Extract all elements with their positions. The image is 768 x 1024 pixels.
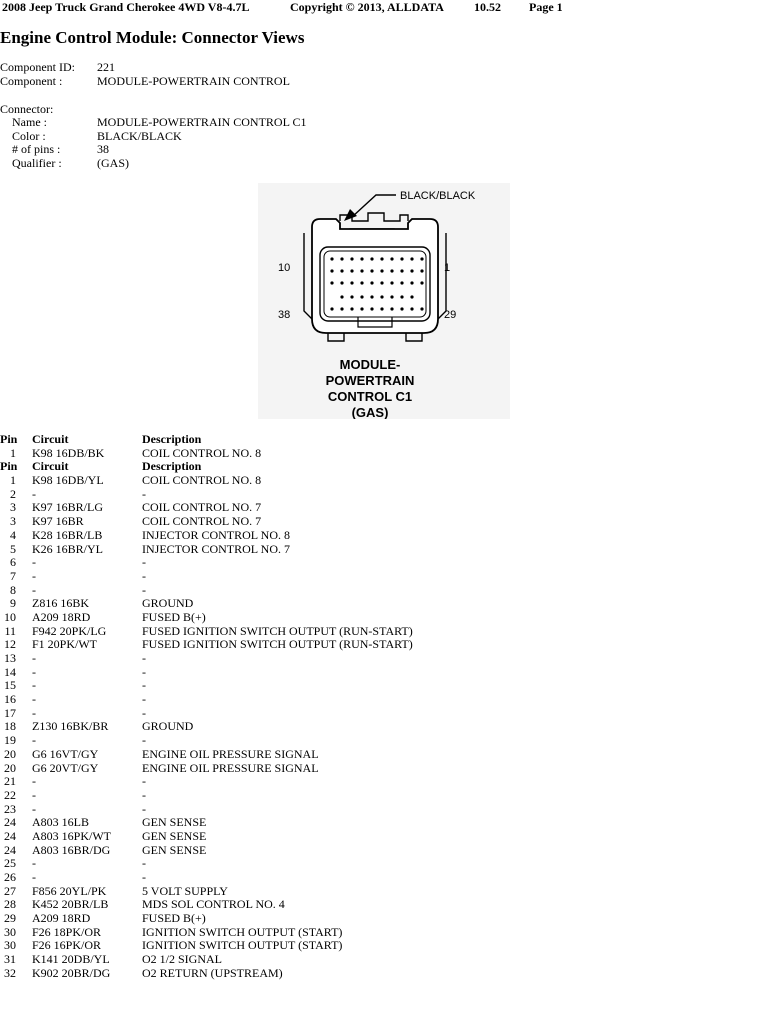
caption-line-4: (GAS)	[351, 405, 389, 419]
connector-name-value: MODULE-POWERTRAIN CONTROL C1	[97, 115, 307, 129]
pin-cell: 15	[4, 678, 16, 693]
description-cell: O2 RETURN (UPSTREAM)	[142, 965, 283, 980]
pin-dot	[350, 257, 353, 260]
description-cell: FUSED B(+)	[142, 609, 206, 624]
description-cell: -	[142, 801, 146, 816]
circuit-cell: Z130 16BK/BR	[32, 719, 109, 734]
pin-cell: 1	[10, 473, 16, 488]
pin-cell: 14	[4, 664, 16, 679]
pin-dot	[390, 269, 393, 272]
pin-cell: 8	[10, 582, 16, 597]
pin-dot	[410, 269, 413, 272]
pin-cell: 30	[4, 938, 16, 953]
connector-qualifier-value: (GAS)	[97, 156, 129, 170]
left-flange	[304, 233, 312, 319]
table-row	[0, 638, 768, 652]
circuit-cell: -	[32, 774, 36, 789]
description-cell: -	[142, 787, 146, 802]
pin-dot	[380, 295, 383, 298]
description-cell: -	[142, 486, 146, 501]
table-header-row	[0, 460, 768, 474]
description-cell: -	[142, 705, 146, 720]
pin-dot	[380, 269, 383, 272]
pin-cell: 20	[4, 760, 16, 775]
circuit-cell: K26 16BR/YL	[32, 541, 104, 556]
description-cell: IGNITION SWITCH OUTPUT (START)	[142, 924, 343, 939]
circuit-cell: F942 20PK/LG	[32, 623, 107, 638]
pin-cell: 4	[10, 527, 16, 542]
pin-cell: 7	[10, 568, 16, 583]
pin-cell: 17	[4, 705, 16, 720]
pin-cell: 3	[10, 500, 16, 515]
circuit-cell: Circuit	[32, 459, 69, 474]
pin-cell: 13	[4, 651, 16, 665]
pin-dot	[340, 257, 343, 260]
description-cell: COIL CONTROL NO. 8	[142, 473, 262, 488]
description-cell: GEN SENSE	[142, 842, 207, 857]
table-row	[0, 447, 768, 461]
circuit-cell: Circuit	[32, 432, 69, 446]
pin-dot	[350, 269, 353, 272]
pin-cell: 24	[4, 842, 16, 857]
pin-cell: 1	[10, 445, 16, 460]
caption-line-3: CONTROL C1	[327, 389, 413, 404]
pin-dot	[400, 281, 403, 284]
pin-dot	[400, 307, 403, 310]
component-id-value: 221	[97, 60, 115, 74]
table-row	[0, 844, 768, 858]
description-cell: -	[142, 582, 146, 597]
table-row	[0, 556, 768, 570]
pin-table	[0, 433, 768, 981]
connector-qualifier-label: Qualifier :	[12, 156, 62, 170]
circuit-cell: A209 18RD	[32, 609, 91, 624]
page-header	[0, 0, 768, 16]
pin-dot	[340, 281, 343, 284]
pin-dot	[330, 281, 333, 284]
description-cell: INJECTOR CONTROL NO. 8	[142, 527, 291, 542]
component-id-row	[0, 60, 400, 74]
pin-dot	[350, 307, 353, 310]
table-row	[0, 789, 768, 803]
circuit-cell: G6 20VT/GY	[32, 760, 99, 775]
circuit-cell: -	[32, 678, 36, 693]
table-row	[0, 775, 768, 789]
circuit-cell: A803 16PK/WT	[32, 828, 111, 843]
description-cell: -	[142, 651, 146, 665]
connector-name-row	[12, 115, 412, 129]
description-cell: -	[142, 678, 146, 693]
page-title: Engine Control Module: Connector Views	[0, 28, 305, 47]
circuit-cell: A209 18RD	[32, 911, 91, 926]
description-cell: -	[142, 568, 146, 583]
circuit-cell: K902 20BR/DG	[32, 965, 111, 980]
table-row	[0, 803, 768, 817]
pin-label-bottom-right: 29	[444, 309, 457, 321]
table-row	[0, 748, 768, 762]
pin-dot	[410, 295, 413, 298]
pin-cell: 2	[10, 486, 16, 501]
circuit-cell: -	[32, 692, 36, 707]
pin-cell: 16	[4, 692, 16, 707]
pin-dot	[370, 257, 373, 260]
pin-dot	[350, 295, 353, 298]
circuit-cell: G6 16VT/GY	[32, 746, 99, 761]
pin-dot	[390, 307, 393, 310]
table-row	[0, 720, 768, 734]
table-row	[0, 597, 768, 611]
pin-dot	[360, 281, 363, 284]
description-cell: FUSED IGNITION SWITCH OUTPUT (RUN-START)	[142, 637, 413, 652]
pin-cell: Pin	[0, 459, 18, 474]
circuit-cell: K98 16DB/YL	[32, 473, 104, 488]
pin-dot	[420, 281, 423, 284]
pin-cell: 27	[4, 883, 16, 898]
table-row	[0, 953, 768, 967]
table-row	[0, 488, 768, 502]
circuit-cell: K28 16BR/LB	[32, 527, 103, 542]
table-row	[0, 501, 768, 515]
table-row	[0, 857, 768, 871]
pin-cell: 18	[4, 719, 16, 734]
connector-pins-label: # of pins :	[12, 142, 61, 156]
table-row	[0, 652, 768, 666]
description-cell: GEN SENSE	[142, 815, 207, 830]
connector-pins-row	[12, 142, 412, 156]
connector-name-label: Name :	[12, 115, 47, 129]
bottom-tab-right	[406, 333, 422, 341]
pin-dot	[420, 269, 423, 272]
table-row	[0, 707, 768, 721]
pin-dot	[370, 307, 373, 310]
description-cell: IGNITION SWITCH OUTPUT (START)	[142, 938, 343, 953]
pin-cell: 19	[4, 733, 16, 748]
pin-cell: 29	[4, 911, 16, 926]
component-id-label: Component ID:	[0, 60, 75, 74]
description-cell: MDS SOL CONTROL NO. 4	[142, 897, 285, 912]
pin-dot	[360, 295, 363, 298]
table-row	[0, 898, 768, 912]
pin-dot	[340, 295, 343, 298]
pin-label-bottom-left: 38	[278, 309, 291, 321]
description-cell: -	[142, 692, 146, 707]
pin-label-top-left: 10	[278, 262, 291, 274]
circuit-cell: K98 16DB/BK	[32, 445, 105, 460]
table-row	[0, 666, 768, 680]
circuit-cell: -	[32, 664, 36, 679]
component-name-value: MODULE-POWERTRAIN CONTROL	[97, 74, 290, 88]
component-name-row	[0, 74, 400, 88]
pin-cell: 3	[10, 514, 16, 529]
circuit-cell: -	[32, 705, 36, 720]
pin-dot	[410, 307, 413, 310]
description-cell: GEN SENSE	[142, 828, 207, 843]
pin-dot	[390, 257, 393, 260]
table-row	[0, 939, 768, 953]
circuit-cell: -	[32, 733, 36, 748]
pin-dot	[380, 257, 383, 260]
description-cell: -	[142, 774, 146, 789]
pin-dot	[400, 295, 403, 298]
description-cell: GROUND	[142, 596, 194, 611]
circuit-cell: -	[32, 787, 36, 802]
pin-cell: 10	[4, 609, 16, 624]
circuit-cell: -	[32, 582, 36, 597]
pin-dot	[330, 257, 333, 260]
description-cell: 5 VOLT SUPPLY	[142, 883, 228, 898]
bottom-tab-left	[328, 333, 344, 341]
pin-dot	[410, 281, 413, 284]
description-cell: ENGINE OIL PRESSURE SIGNAL	[142, 746, 319, 761]
table-row	[0, 570, 768, 584]
circuit-cell: -	[32, 555, 36, 570]
table-row	[0, 515, 768, 529]
description-cell: -	[142, 870, 146, 884]
description-cell: COIL CONTROL NO. 8	[142, 445, 262, 460]
table-row	[0, 830, 768, 844]
pin-dot	[360, 257, 363, 260]
connector-pins-value: 38	[97, 142, 109, 156]
table-row	[0, 926, 768, 940]
description-cell: -	[142, 664, 146, 679]
connector-color-value: BLACK/BLACK	[97, 129, 182, 143]
caption-line-1: MODULE-	[339, 357, 401, 372]
circuit-cell: F1 20PK/WT	[32, 637, 98, 652]
table-row	[0, 529, 768, 543]
circuit-cell: Z816 16BK	[32, 596, 89, 611]
table-row	[0, 734, 768, 748]
circuit-cell: F26 18PK/OR	[32, 924, 102, 939]
pin-cell: 6	[10, 555, 16, 570]
pin-cell: 20	[4, 746, 16, 761]
pin-cell: 12	[4, 637, 16, 652]
connector-drawing	[258, 183, 510, 419]
pin-dot	[340, 269, 343, 272]
pin-dot	[400, 257, 403, 260]
table-row	[0, 679, 768, 693]
circuit-cell: F856 20YL/PK	[32, 883, 107, 898]
circuit-cell: K141 20DB/YL	[32, 952, 110, 967]
copyright: Copyright © 2013, ALLDATA	[290, 0, 444, 14]
connector-housing	[312, 219, 438, 333]
pin-cell: 22	[4, 787, 16, 802]
pin-cell: 5	[10, 541, 16, 556]
table-row	[0, 611, 768, 625]
pin-cell: 30	[4, 924, 16, 939]
circuit-cell: -	[32, 801, 36, 816]
connector-heading	[0, 102, 400, 116]
table-header-row	[0, 433, 768, 447]
pin-dot	[390, 281, 393, 284]
description-cell: Description	[142, 459, 202, 474]
pin-cell: 23	[4, 801, 16, 816]
description-cell: GROUND	[142, 719, 194, 734]
connector-color-label: Color :	[12, 129, 46, 143]
table-row	[0, 967, 768, 981]
component-name-label: Component :	[0, 74, 63, 88]
pin-cell: 32	[4, 965, 16, 980]
circuit-cell: K97 16BR	[32, 514, 84, 529]
pin-dot	[400, 269, 403, 272]
description-cell: ENGINE OIL PRESSURE SIGNAL	[142, 760, 319, 775]
table-row	[0, 816, 768, 830]
circuit-cell: -	[32, 856, 36, 871]
pin-cell: Pin	[0, 432, 18, 446]
pin-dot	[360, 307, 363, 310]
connector-heading-label: Connector:	[0, 102, 54, 116]
description-cell: COIL CONTROL NO. 7	[142, 514, 262, 529]
circuit-cell: A803 16LB	[32, 815, 89, 830]
pin-cell: 9	[10, 596, 16, 611]
circuit-cell: -	[32, 870, 36, 884]
description-cell: -	[142, 733, 146, 748]
table-row	[0, 871, 768, 885]
pin-dot	[370, 295, 373, 298]
right-flange	[438, 233, 446, 319]
table-row	[0, 912, 768, 926]
circuit-cell: A803 16BR/DG	[32, 842, 111, 857]
table-row	[0, 584, 768, 598]
pin-dot	[420, 307, 423, 310]
vehicle-title: 2008 Jeep Truck Grand Cherokee 4WD V8-4.7L	[2, 0, 250, 14]
circuit-cell: -	[32, 651, 36, 665]
pin-dot	[370, 269, 373, 272]
pin-cell: 25	[4, 856, 16, 871]
description-cell: FUSED B(+)	[142, 911, 206, 926]
description-cell: Description	[142, 432, 202, 446]
pin-cell: 26	[4, 870, 16, 884]
pin-cell: 24	[4, 815, 16, 830]
description-cell: FUSED IGNITION SWITCH OUTPUT (RUN-START)	[142, 623, 413, 638]
circuit-cell: F26 16PK/OR	[32, 938, 102, 953]
pin-dot	[390, 295, 393, 298]
connector-color-row	[12, 129, 412, 143]
table-row	[0, 762, 768, 776]
connector-diagram	[258, 183, 510, 419]
pin-dot	[330, 269, 333, 272]
pin-dot	[420, 257, 423, 260]
pin-cell: 21	[4, 774, 16, 789]
pin-dot	[360, 269, 363, 272]
circuit-cell: K97 16BR/LG	[32, 500, 104, 515]
table-row	[0, 693, 768, 707]
callout-label: BLACK/BLACK	[400, 190, 476, 202]
pin-cell: 24	[4, 828, 16, 843]
pin-dot	[380, 281, 383, 284]
pin-dot	[330, 307, 333, 310]
pin-dot	[410, 257, 413, 260]
circuit-cell: -	[32, 486, 36, 501]
pin-dot	[380, 307, 383, 310]
connector-qualifier-row	[12, 156, 412, 170]
pin-cell: 28	[4, 897, 16, 912]
circuit-cell: K452 20BR/LB	[32, 897, 109, 912]
pin-dot	[340, 307, 343, 310]
version: 10.52	[474, 0, 501, 14]
circuit-cell: -	[32, 568, 36, 583]
pin-cell: 11	[4, 623, 16, 638]
caption-line-2: POWERTRAIN	[325, 373, 415, 388]
description-cell: -	[142, 856, 146, 871]
description-cell: O2 1/2 SIGNAL	[142, 952, 222, 967]
pin-dot	[370, 281, 373, 284]
pin-label-top-right: 1	[444, 262, 451, 274]
table-row	[0, 543, 768, 557]
pin-cell: 31	[4, 952, 16, 967]
table-row	[0, 885, 768, 899]
description-cell: -	[142, 555, 146, 570]
page-number: Page 1	[529, 0, 563, 14]
description-cell: COIL CONTROL NO. 7	[142, 500, 262, 515]
table-row	[0, 625, 768, 639]
description-cell: INJECTOR CONTROL NO. 7	[142, 541, 291, 556]
pin-dot	[350, 281, 353, 284]
table-row	[0, 474, 768, 488]
